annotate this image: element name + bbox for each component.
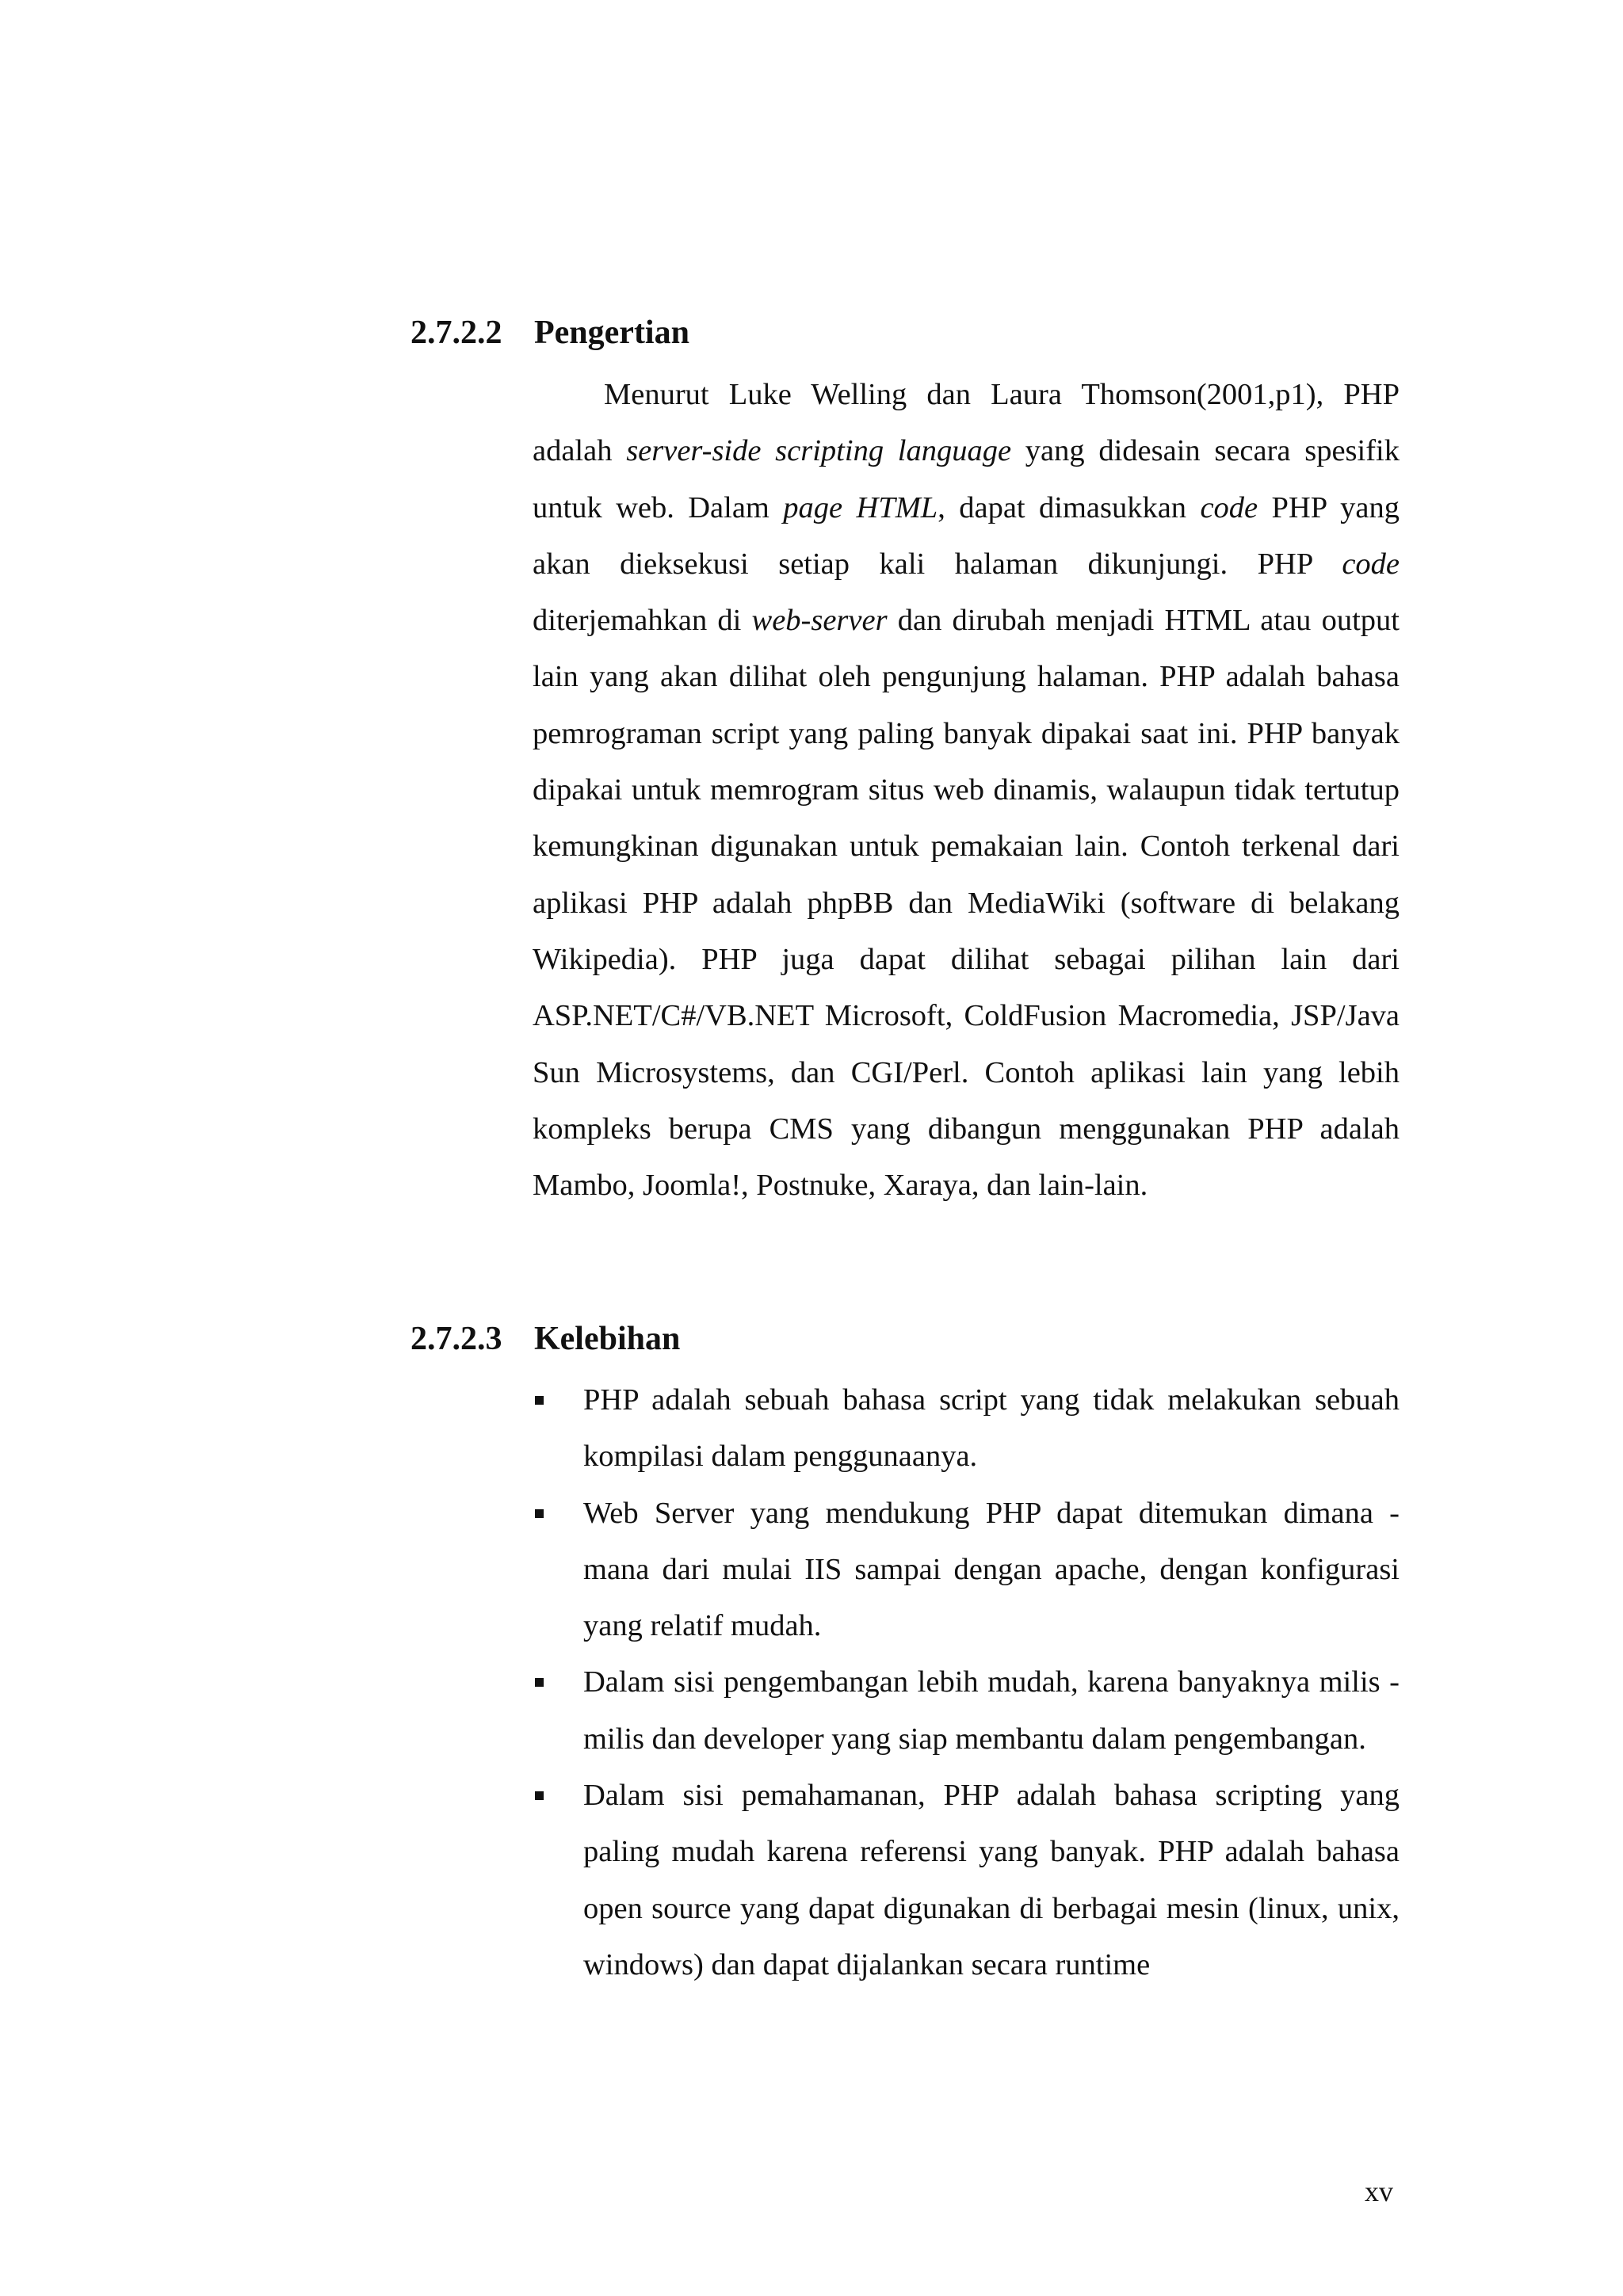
kelebihan-list [533, 1372, 1400, 1993]
text-run-italic: page HTML [783, 490, 938, 524]
list-item [533, 1768, 1400, 1993]
text-run: yang didesain secara spesifik untuk web. Dalam [533, 434, 1400, 524]
text-run-italic: code [1200, 490, 1258, 524]
list-item-text: Dalam sisi pemahamanan, PHP adalah bahasa scripting yang paling mudah karena referensi yang banyak. PHP adalah bahasa open source yang dapat digunakan di berbagai mesin (linux, unix, windows) dan dapat dijalankan secara runtime [583, 1779, 1400, 1981]
page-number: xv [1365, 2176, 1393, 2207]
text-run-italic: server-side scripting language [626, 434, 1012, 468]
list-item-text: Web Server yang mendukung PHP dapat ditemukan dimana - mana dari mulai IIS sampai dengan apache, dengan konfigurasi yang relatif mudah. [583, 1496, 1400, 1643]
text-run-italic: web-server [751, 604, 888, 638]
text-run: Menurut Luke Welling dan Laura Thomson(2001,p1), PHP adalah [533, 378, 1400, 468]
paragraph-pengertian [533, 367, 1400, 1214]
square-bullet-icon [535, 1791, 544, 1800]
square-bullet-icon [535, 1678, 544, 1687]
text-run: dan dirubah menjadi HTML atau output lain yang akan dilihat oleh pengunjung halaman. PHP adalah bahasa pemrograman script yang paling banyak dipakai saat ini. PHP banyak dipakai untuk memrogram situs web dinamis, walaupun tidak tertutup kemungkinan digunakan untuk pemakaian lain. Contoh terkenal dari aplikasi PHP adalah phpBB dan MediaWiki (software di belakang Wikipedia). PHP juga dapat dilihat sebagai pilihan lain dari ASP.NET/C#/VB.NET Microsoft, ColdFusion Macromedia, JSP/Java Sun Microsystems, dan CGI/Perl. Contoh aplikasi lain yang lebih kompleks berupa CMS yang dibangun menggunakan PHP adalah Mambo, Joomla!, Postnuke, Xaraya, dan lain-lain. [533, 604, 1400, 1203]
section-number: 2.7.2.3 [411, 1321, 502, 1357]
section-title: Pengertian [534, 315, 689, 351]
text-run: PHP yang akan dieksekusi setiap kali halaman dikunjungi. PHP [533, 490, 1400, 581]
section-heading-pengertian [411, 312, 689, 353]
square-bullet-icon [535, 1509, 544, 1518]
section-heading-kelebihan [411, 1318, 680, 1360]
square-bullet-icon [535, 1396, 544, 1405]
section-number: 2.7.2.2 [411, 315, 502, 351]
list-item [533, 1654, 1400, 1768]
section-title: Kelebihan [534, 1321, 681, 1357]
text-run: diterjemahkan di [533, 604, 752, 638]
list-item [533, 1486, 1400, 1655]
list-item-text: PHP adalah sebuah bahasa script yang tidak melakukan sebuah kompilasi dalam penggunaanya. [583, 1383, 1400, 1474]
text-run: , dapat dimasukkan [938, 490, 1201, 524]
list-item-text: Dalam sisi pengembangan lebih mudah, karena banyaknya milis - milis dan developer yang siap membantu dalam pengembangan. [583, 1665, 1400, 1756]
list-item [533, 1372, 1400, 1486]
text-run-italic: code [1342, 547, 1400, 581]
